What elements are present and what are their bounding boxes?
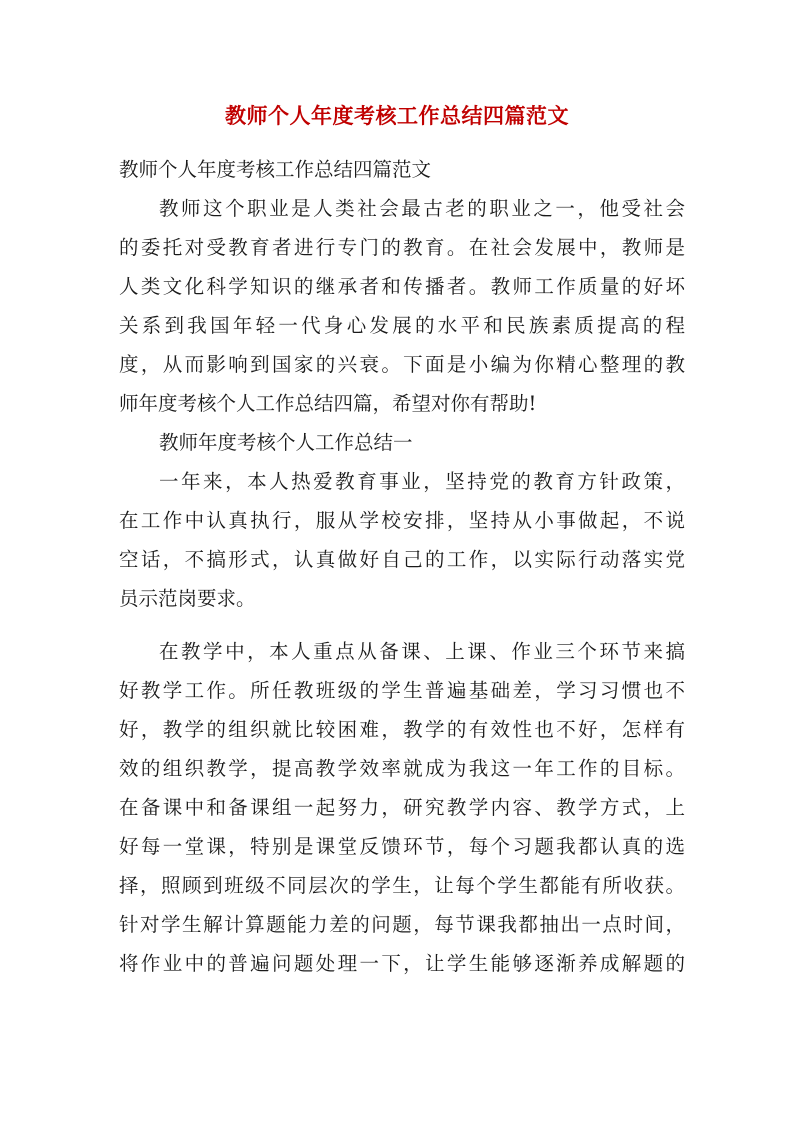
paragraph-line: 在教学中，本人重点从备课、上课、作业三个环节来搞	[159, 640, 685, 663]
paragraph-line: 一年来，本人热爱教育事业，坚持党的教育方针政策，	[159, 470, 685, 493]
paragraph-line: 度，从而影响到国家的兴衰。下面是小编为你精心整理的教	[119, 353, 685, 376]
paragraph-line: 将作业中的普遍问题处理一下，让学生能够逐渐养成解题的	[119, 952, 685, 975]
paragraph-line: 择，照顾到班级不同层次的学生，让每个学生都能有所收获。	[119, 874, 685, 897]
paragraph-line: 的委托对受教育者进行专门的教育。在社会发展中，教师是	[119, 236, 685, 259]
paragraph-line: 好教学工作。所任教班级的学生普遍基础差，学习习惯也不	[119, 679, 685, 702]
paragraph-line: 师年度考核个人工作总结四篇，希望对你有帮助!	[119, 392, 537, 415]
paragraph-line: 效的组织教学，提高教学效率就成为我这一年工作的目标。	[119, 757, 685, 780]
paragraph-line: 在备课中和备课组一起努力，研究教学内容、教学方式，上	[119, 796, 685, 819]
paragraph-line: 好每一堂课，特别是课堂反馈环节，每个习题我都认真的选	[119, 835, 685, 858]
paragraph-line: 教师这个职业是人类社会最古老的职业之一，他受社会	[159, 197, 685, 220]
paragraph-line: 关系到我国年轻一代身心发展的水平和民族素质提高的程	[119, 314, 685, 337]
paragraph-line: 在工作中认真执行，服从学校安排，坚持从小事做起，不说	[119, 509, 685, 532]
paragraph-line: 空话，不搞形式，认真做好自己的工作，以实际行动落实党	[119, 548, 685, 571]
paragraph-line: 好，教学的组织就比较困难，教学的有效性也不好，怎样有	[119, 718, 685, 741]
section-heading: 教师年度考核个人工作总结一	[159, 431, 413, 454]
paragraph-line: 人类文化科学知识的继承者和传播者。教师工作质量的好坏	[119, 275, 685, 298]
document-title: 教师个人年度考核工作总结四篇范文	[225, 103, 569, 128]
subtitle-line: 教师个人年度考核工作总结四篇范文	[119, 158, 432, 181]
document-body	[119, 150, 685, 983]
paragraph-line: 员示范岗要求。	[119, 587, 256, 610]
paragraph-line: 针对学生解计算题能力差的问题，每节课我都抽出一点时间，	[119, 913, 685, 936]
paragraph-gap	[119, 618, 685, 632]
